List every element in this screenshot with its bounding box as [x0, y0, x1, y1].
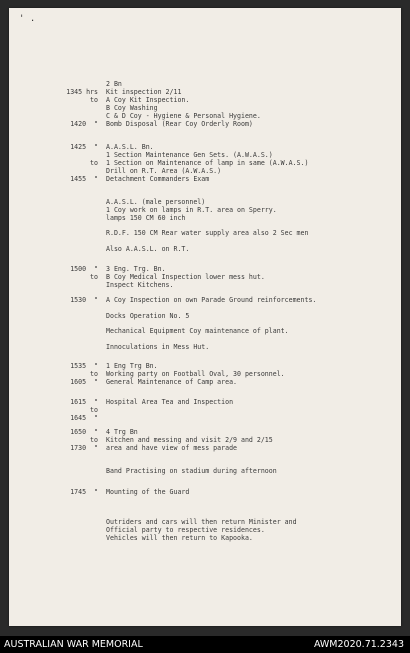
entry-text: Vehicles will then return to Kapooka.: [106, 534, 253, 542]
entry-text: B Coy Washing: [106, 104, 158, 112]
entry-text: A.A.S.L. Bn.: [106, 143, 154, 151]
entry-time: to: [90, 96, 98, 104]
entry-text: Mechanical Equipment Coy maintenance of plant.: [106, 327, 289, 335]
footer-accession-number: AWM2020.71.2343: [313, 639, 404, 650]
entry-text: Docks Operation No. 5: [106, 312, 190, 320]
entry-text: Kit inspection 2/11: [106, 88, 182, 96]
entry-time: 1605 ": [70, 378, 98, 386]
entry-time: 1730 ": [70, 444, 98, 452]
entry-text: Mounting of the Guard: [106, 488, 190, 496]
entry-text: 2 Bn: [106, 80, 122, 88]
entry-time: to: [90, 436, 98, 444]
entry-time: to: [90, 370, 98, 378]
entry-text: 4 Trg Bn: [106, 428, 138, 436]
entry-time: 1650 ": [70, 428, 98, 436]
entry-time: 1645 ": [70, 414, 98, 422]
entry-text: R.D.F. 150 CM Rear water supply area also 2 Sec men: [106, 229, 309, 237]
entry-text: Innoculations in Mess Hut.: [106, 343, 210, 351]
entry-text: A.A.S.L. (male personnel): [106, 198, 206, 206]
entry-text: C & D Coy - Hygiene & Personal Hygiene.: [106, 112, 261, 120]
entry-text: B Coy Medical Inspection lower mess hut.: [106, 273, 265, 281]
entry-time: 1615 ": [70, 398, 98, 406]
entry-text: lamps 150 CM 60 inch: [106, 214, 186, 222]
entry-time: 1420 ": [70, 120, 98, 128]
footer-institution: AUSTRALIAN WAR MEMORIAL: [4, 639, 143, 650]
entry-time: 1745 ": [70, 488, 98, 496]
entry-text: 1 Coy work on lamps in R.T. area on Sperry.: [106, 206, 277, 214]
entry-text: Inspect Kitchens.: [106, 281, 174, 289]
entry-text: Detachment Commanders Exam: [106, 175, 210, 183]
entry-time: 1345 hrs: [66, 88, 98, 96]
entry-text: 1 Section on Maintenance of lamp in same (A.W.A.S.): [106, 159, 309, 167]
entry-text: 1 Section Maintenance Gen Sets. (A.W.A.S.): [106, 151, 273, 159]
entry-time: to: [90, 273, 98, 281]
entry-time: 1530 ": [70, 296, 98, 304]
entry-time: 1535 ": [70, 362, 98, 370]
entry-text: Outriders and cars will then return Minister and: [106, 518, 297, 526]
entry-time: 1500 ": [70, 265, 98, 273]
entry-text: Bomb Disposal (Rear Coy Orderly Room): [106, 120, 253, 128]
entry-time: 1425 ": [70, 143, 98, 151]
entry-time: to: [90, 159, 98, 167]
entry-text: Official party to respective residences.: [106, 526, 265, 534]
entry-text: General Maintenance of Camp area.: [106, 378, 238, 386]
entry-text: area and have view of mess parade: [106, 444, 238, 452]
entry-text: Band Practising on stadium during afternoon: [106, 467, 277, 475]
entry-text: 1 Eng Trg Bn.: [106, 362, 158, 370]
entry-text: A Coy Kit Inspection.: [106, 96, 190, 104]
entry-time: 1455 ": [70, 175, 98, 183]
footer-bar: [0, 636, 410, 653]
entry-text: Kitchen and messing and visit 2/9 and 2/15: [106, 436, 273, 444]
entry-time: to: [90, 406, 98, 414]
entry-text: Hospital Area Tea and Inspection: [106, 398, 234, 406]
entry-text: Working party on Football Oval, 30 personnel.: [106, 370, 285, 378]
entry-text: A Coy Inspection on own Parade Ground reinforcements.: [106, 296, 317, 304]
entry-text: Also A.A.S.L. on R.T.: [106, 245, 190, 253]
corner-mark: ' .: [19, 14, 36, 24]
entry-text: 3 Eng. Trg. Bn.: [106, 265, 166, 273]
entry-text: Drill on R.T. Area (A.W.A.S.): [106, 167, 222, 175]
